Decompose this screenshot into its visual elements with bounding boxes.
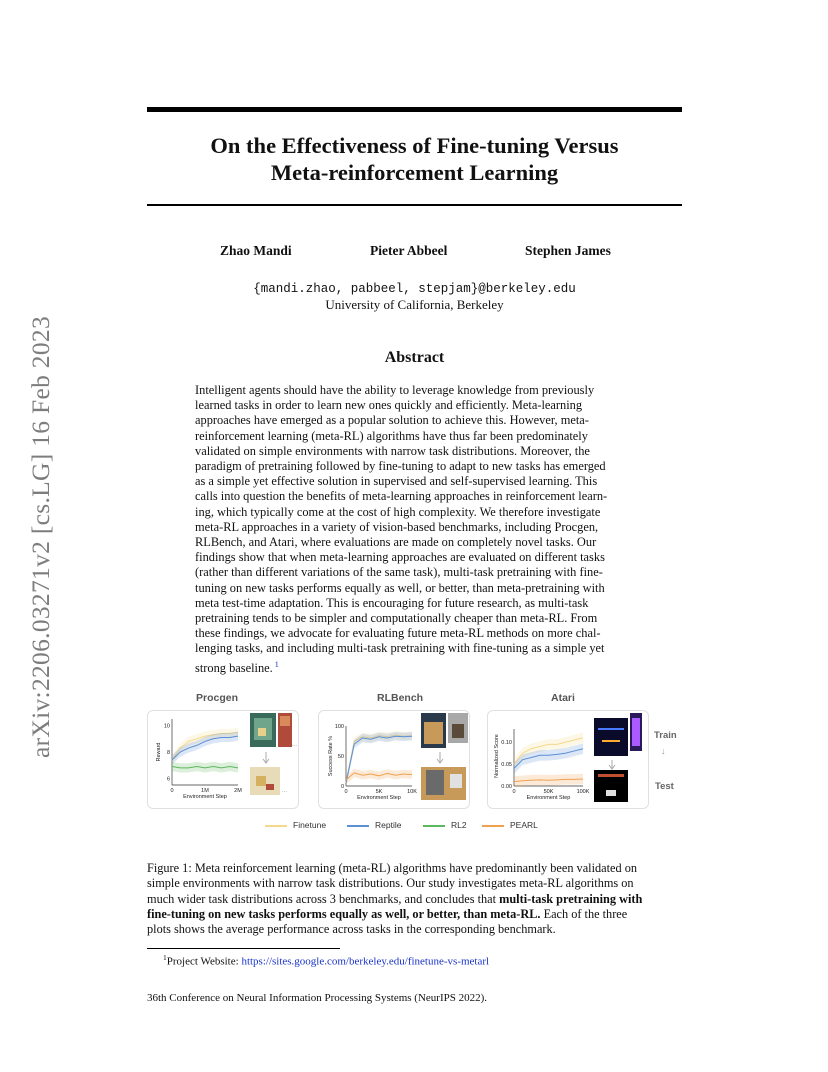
x-tick-label: 5K	[375, 789, 383, 795]
title-line: On the Effectiveness of Fine-tuning Versus	[210, 133, 619, 158]
y-tick-label: 8	[166, 750, 170, 756]
y-axis-label: Reward	[156, 742, 162, 762]
x-axis-label: Environment Step	[183, 794, 227, 800]
x-tick-label: 0	[344, 789, 348, 795]
abstract-line: strong baseline. $^1$	[195, 659, 279, 675]
atari-env-thumbnails	[594, 713, 642, 802]
author-name: Pieter Abbeel	[370, 243, 448, 258]
series-band-pearl	[346, 769, 412, 785]
conference-note: 36th Conference on Neural Information Processing Systems (NeurIPS 2022).	[147, 992, 488, 1004]
down-arrow-icon: ↓	[661, 746, 666, 756]
y-tick-label: 50	[337, 754, 344, 760]
footnote: $^1$Project Website: https://sites.google.com/berkeley.edu/finetune-vs-metarl	[163, 953, 490, 968]
abstract-line: meta test-time adaptation. This is encouraging for future research, as multi-task	[195, 595, 589, 610]
abstract-line: as a simple yet effective solution in supervised and self-supervised learning. This	[195, 474, 598, 489]
y-tick-label: 0.10	[501, 740, 512, 747]
legend-item: Finetune	[265, 820, 326, 830]
author-name: Zhao Mandi	[220, 243, 292, 258]
x-tick-label: 0	[512, 789, 516, 795]
abstract-line: paradigm of pretraining followed by fine-tuning to adapt to new tasks has emerged	[195, 459, 606, 474]
abstract-line: reinforcement learning (meta-RL) algorithms have thus far been predominately	[195, 428, 588, 443]
caption-fragment: plots shows the average performance across tasks in the corresponding benchmark.	[147, 922, 556, 937]
caption-line	[147, 907, 683, 922]
x-tick-label: 50K	[543, 789, 554, 795]
x-axis-label: Environment Step	[526, 795, 571, 801]
caption-line	[147, 876, 683, 891]
train-label: Train	[654, 730, 677, 741]
y-tick-label: 6	[166, 776, 170, 783]
figure-caption	[147, 861, 683, 937]
x-tick-label: 1M	[201, 788, 209, 794]
abstract-line: learned tasks in order to learn new ones quickly and efficiently. Meta-learning	[195, 398, 583, 413]
caption-fragment: fine-tuning on new tasks performs equally as well, or better, than meta-RL.	[147, 906, 541, 921]
y-tick-label: 0.00	[501, 784, 512, 790]
chart-title: Procgen	[196, 692, 239, 704]
footnote-rule	[147, 948, 340, 949]
abstract-line: approaches have emerged as a popular solution to achieve this. However, meta-	[195, 413, 589, 428]
abstract-line: these findings, we advocate for evaluating future meta-RL methods on more chal-	[195, 626, 601, 641]
y-axis-label: Normalized Score	[494, 734, 500, 778]
footnote-mark[interactable]: 1	[272, 659, 279, 669]
y-tick-label: 0.05	[501, 762, 512, 769]
rlbench-env-thumbnails	[421, 713, 468, 800]
abstract-line: tuning on new tasks performs equally as well, or better, than meta-pretraining with	[195, 580, 605, 595]
legend-item: RL2	[423, 820, 467, 830]
author-email[interactable]: {mandi.zhao, pabbeel, stepjam}@berkeley.edu	[253, 282, 576, 296]
x-tick-label: 100K	[576, 789, 590, 795]
legend-swatch	[347, 825, 369, 827]
x-tick-label: 10K	[407, 789, 417, 795]
legend-item: Reptile	[347, 820, 401, 830]
caption-line	[147, 892, 683, 907]
author-name: Stephen James	[525, 243, 611, 258]
caption-line	[147, 922, 683, 937]
abstract-line: meta-RL approaches in a variety of vision-based benchmarks, including Procgen,	[195, 519, 599, 534]
svg-text:...: ...	[282, 788, 288, 794]
x-tick-label: 2M	[234, 788, 242, 794]
abstract-line: calls into question the benefits of meta-learning approaches in reinforcement learn-	[195, 489, 608, 504]
y-tick-label: 0	[340, 784, 344, 790]
legend-swatch	[423, 825, 445, 827]
caption-line	[147, 861, 683, 876]
affiliation: University of California, Berkeley	[325, 297, 504, 312]
abstract-line: validated on simple environments with narrow task distributions. Moreover, the	[195, 443, 590, 458]
abstract-line: (rather than different variations of the same task), multi-task pretraining with fine-	[195, 565, 603, 580]
abstract-line: RLBench, and Atari, where evaluations are made on completely novel tasks. Our	[195, 535, 597, 550]
chart-title: RLBench	[377, 692, 424, 704]
abstract-heading: Abstract	[384, 349, 445, 366]
legend-swatch	[482, 825, 504, 827]
caption-fragment: much wider task distributions across 3 benchmarks, and concludes that	[147, 891, 500, 906]
caption-fragment: Figure 1: Meta reinforcement learning (meta-RL) algorithms have predominantly been validated on	[147, 861, 638, 875]
project-website-link[interactable]: https://sites.google.com/berkeley.edu/finetune-vs-metarl	[241, 955, 490, 968]
abstract-line: ing, which typically come at the cost of high complexity. We therefore investigate	[195, 504, 601, 519]
arxiv-stamp: arXiv:2206.03271v2 [cs.LG] 16 Feb 2023	[26, 315, 55, 758]
legend-swatch	[265, 825, 287, 827]
test-label: Test	[655, 781, 674, 792]
caption-fragment: multi-task pretraining with	[499, 891, 643, 906]
legend-item: PEARL	[482, 820, 538, 830]
abstract-line: findings show that when meta-learning approaches are evaluated on different tasks	[195, 550, 605, 565]
abstract-line: Intelligent agents should have the ability to leverage knowledge from previously	[195, 383, 595, 397]
y-tick-label: 10	[163, 723, 170, 730]
caption-fragment: simple environments with narrow task distributions. Our study investigates meta-RL algorithms on	[147, 876, 634, 891]
x-tick-label: 0	[170, 788, 174, 794]
y-axis-label: Success Rate %	[328, 735, 334, 777]
title-line: Meta-reinforcement Learning	[270, 160, 559, 185]
y-tick-label: 100	[334, 724, 344, 730]
svg-text:...: ...	[292, 742, 298, 748]
x-axis-label: Environment Step	[357, 795, 401, 801]
caption-fragment: Each of the three	[540, 906, 628, 921]
abstract-line: pretraining tends to be simpler and computationally cheaper than meta-RL. From	[195, 611, 598, 626]
abstract-line: lenging tasks, and including multi-task pretraining with fine-tuning as a simple yet	[195, 641, 605, 656]
procgen-env-thumbnails	[250, 713, 297, 795]
chart-title: Atari	[551, 692, 575, 704]
